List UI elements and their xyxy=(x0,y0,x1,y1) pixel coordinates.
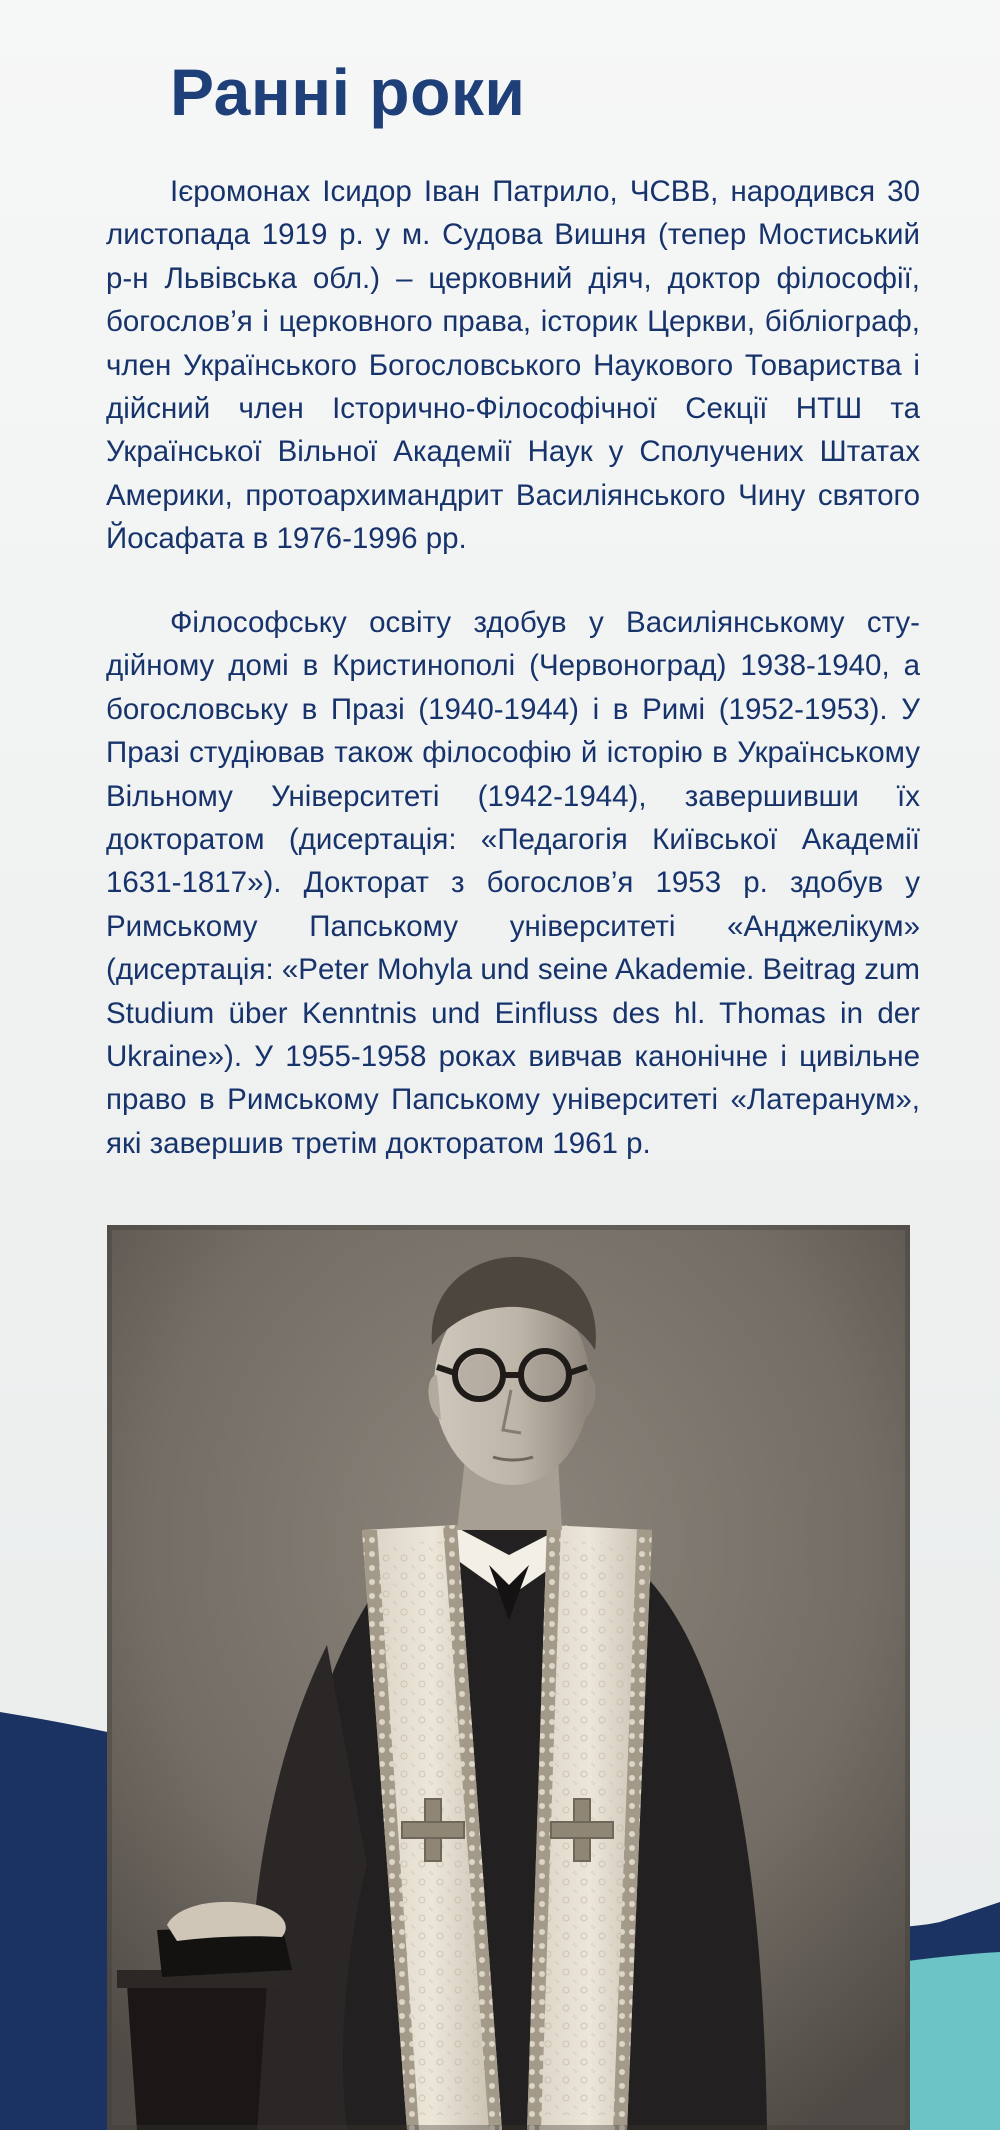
stand xyxy=(127,1985,267,2130)
portrait-photo xyxy=(107,1225,910,2130)
paragraph-biography: Ієромонах Ісидор Іван Патрило, ЧСВВ, народився 30 листопада 1919 р. у м. Судова Вишня (тепер Мостиський р-н Львівська обл.) – церковний діяч, доктор філософії, богослов’я і церковного права, історик Церкви, бібліограф, член Українського Богословського Наукового Товариства і дійсний член Історично-Філософічної Секції НТШ та Української Вільної Академії Наук у Сполучених Штатах Америки, протоархимандрит Василіянського Чину святого Йосафата в 1976-1996 рр. xyxy=(106,175,920,556)
page-title: Ранні роки xyxy=(170,55,526,129)
paragraph-education: Філософську освіту здобув у Василіянському студійному домі в Кристинополі (Червоноград) 1938-1940, а богословську в Празі (1940-1944) і в Римі (1952-1953). У Празі студіював також філософію й історію в Українському Вільному Університеті (1942-1944), завершивши їх докторатом (дисертація: «Педагогія Київської Академії 1631-1817»). Докторат з богослов’я 1953 р. здобув у Римському Папському університеті «Анджелікум» (дисертація: «Peter Mohyla und seine Akademie. Beitrag zum Studium über Kenntnis und Einfluss des hl. Thomas in der Ukraine»). У 1955-1958 роках вивчав канонічне і цивільне право в Римському Папському університеті «Латеранум», які завершив третім докторатом 1961 р. xyxy=(106,606,920,1160)
